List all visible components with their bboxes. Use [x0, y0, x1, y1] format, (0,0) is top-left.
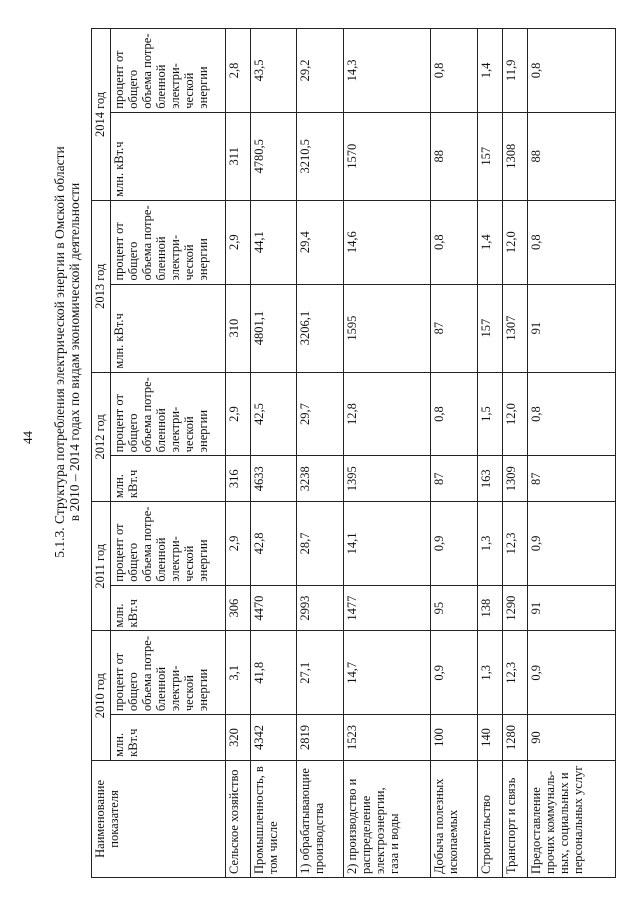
unit-mln-header: млн. кВт.ч: [111, 456, 226, 502]
year-header-row: [92, 29, 111, 878]
year-header: 2011 год: [92, 502, 111, 631]
cell-percent: 0,9: [528, 631, 616, 715]
cell-mln-kwh: 4801,1: [251, 284, 297, 372]
unit-mln-header: млн. кВт.ч: [111, 715, 226, 761]
cell-mln-kwh: 87: [431, 284, 477, 372]
cell-mln-kwh: 310: [226, 284, 251, 372]
cell-mln-kwh: 1307: [502, 284, 527, 372]
cell-mln-kwh: 320: [226, 715, 251, 761]
row-label: Транспорт и связь: [502, 760, 527, 877]
cell-mln-kwh: 1309: [502, 456, 527, 502]
heading-line-1: 5.1.3. Структура потребления электрической энергии в Омской области: [52, 146, 67, 558]
cell-mln-kwh: 1570: [343, 112, 431, 200]
cell-percent: 41,8: [251, 631, 297, 715]
cell-mln-kwh: 88: [528, 112, 616, 200]
cell-percent: 0,9: [431, 502, 477, 586]
cell-percent: 2,9: [226, 372, 251, 456]
cell-percent: 14,1: [343, 502, 431, 586]
cell-mln-kwh: 95: [431, 585, 477, 631]
table-row: [251, 29, 297, 878]
cell-mln-kwh: 1595: [343, 284, 431, 372]
unit-pct-header: процент от общего объема потре-бленной электри-ческой энергии: [111, 502, 226, 586]
cell-mln-kwh: 4633: [251, 456, 297, 502]
cell-percent: 14,6: [343, 200, 431, 284]
cell-percent: 0,8: [528, 200, 616, 284]
cell-percent: 12,0: [502, 372, 527, 456]
cell-percent: 0,8: [431, 29, 477, 113]
table-body: [226, 29, 616, 878]
cell-mln-kwh: 100: [431, 715, 477, 761]
cell-mln-kwh: 3210,5: [297, 112, 343, 200]
cell-percent: 28,7: [297, 502, 343, 586]
cell-percent: 0,8: [528, 372, 616, 456]
cell-percent: 0,8: [431, 372, 477, 456]
unit-mln-header: млн. кВт.ч: [111, 585, 226, 631]
unit-pct-header: процент от общего объема потре-бленной электри-ческой энергии: [111, 372, 226, 456]
cell-percent: 44,1: [251, 200, 297, 284]
cell-mln-kwh: 87: [528, 456, 616, 502]
cell-mln-kwh: 4780,5: [251, 112, 297, 200]
table-row: [477, 29, 502, 878]
row-label: Предоставление прочих коммуналь-ных, социальных и персональных услуг: [528, 760, 616, 877]
cell-percent: 43,5: [251, 29, 297, 113]
cell-percent: 42,8: [251, 502, 297, 586]
table-row: [431, 29, 477, 878]
cell-percent: 1,3: [477, 502, 502, 586]
cell-mln-kwh: 140: [477, 715, 502, 761]
cell-mln-kwh: 1523: [343, 715, 431, 761]
cell-mln-kwh: 1477: [343, 585, 431, 631]
consumption-table: [91, 28, 616, 878]
table-row: [297, 29, 343, 878]
year-header: 2012 год: [92, 372, 111, 501]
cell-percent: 11,9: [502, 29, 527, 113]
cell-mln-kwh: 1290: [502, 585, 527, 631]
cell-percent: 27,1: [297, 631, 343, 715]
name-column-header: Наименование показателя: [92, 760, 226, 877]
cell-percent: 0,9: [431, 631, 477, 715]
cell-percent: 12,3: [502, 631, 527, 715]
cell-mln-kwh: 2819: [297, 715, 343, 761]
page-number: 44: [20, 431, 35, 444]
cell-percent: 3,1: [226, 631, 251, 715]
table-row: [226, 29, 251, 878]
cell-mln-kwh: 4342: [251, 715, 297, 761]
table-row: [528, 29, 616, 878]
rotated-table-container: [91, 28, 616, 878]
heading-line-2: в 2010 – 2014 годах по видам экономической деятельности: [67, 182, 82, 522]
cell-percent: 0,8: [431, 200, 477, 284]
cell-mln-kwh: 87: [431, 456, 477, 502]
cell-mln-kwh: 88: [431, 112, 477, 200]
row-label: Добыча полезных ископаемых: [431, 760, 477, 877]
section-heading: [52, 92, 82, 612]
year-header: 2013 год: [92, 200, 111, 372]
cell-percent: 12,0: [502, 200, 527, 284]
row-label: Строительство: [477, 760, 502, 877]
cell-mln-kwh: 316: [226, 456, 251, 502]
cell-mln-kwh: 91: [528, 585, 616, 631]
cell-percent: 12,3: [502, 502, 527, 586]
cell-percent: 1,4: [477, 29, 502, 113]
cell-percent: 42,5: [251, 372, 297, 456]
cell-mln-kwh: 2993: [297, 585, 343, 631]
cell-mln-kwh: 157: [477, 284, 502, 372]
cell-percent: 14,7: [343, 631, 431, 715]
table-row: [343, 29, 431, 878]
unit-mln-header: млн. кВт.ч: [111, 284, 226, 372]
cell-mln-kwh: 3238: [297, 456, 343, 502]
cell-percent: 29,4: [297, 200, 343, 284]
cell-percent: 2,9: [226, 502, 251, 586]
cell-mln-kwh: 1280: [502, 715, 527, 761]
cell-percent: 1,4: [477, 200, 502, 284]
cell-mln-kwh: 311: [226, 112, 251, 200]
cell-percent: 1,3: [477, 631, 502, 715]
cell-mln-kwh: 91: [528, 284, 616, 372]
row-label: Промышленность, в том числе: [251, 760, 297, 877]
cell-percent: 0,9: [528, 502, 616, 586]
row-label: 2) производство и распределение электроэнергии, газа и воды: [343, 760, 431, 877]
cell-mln-kwh: 4470: [251, 585, 297, 631]
cell-percent: 29,2: [297, 29, 343, 113]
year-header: 2010 год: [92, 631, 111, 760]
cell-percent: 2,8: [226, 29, 251, 113]
unit-pct-header: процент от общего объема потре-бленной электри-ческой энергии: [111, 200, 226, 284]
cell-mln-kwh: 157: [477, 112, 502, 200]
cell-mln-kwh: 163: [477, 456, 502, 502]
unit-pct-header: процент от общего объема потре-бленной электри-ческой энергии: [111, 29, 226, 113]
cell-percent: 1,5: [477, 372, 502, 456]
cell-percent: 14,3: [343, 29, 431, 113]
row-label: 1) обрабатывающие производства: [297, 760, 343, 877]
unit-pct-header: процент от общего объема потре-бленной электри-ческой энергии: [111, 631, 226, 715]
cell-mln-kwh: 1395: [343, 456, 431, 502]
cell-percent: 2,9: [226, 200, 251, 284]
cell-mln-kwh: 90: [528, 715, 616, 761]
cell-mln-kwh: 138: [477, 585, 502, 631]
cell-mln-kwh: 306: [226, 585, 251, 631]
cell-percent: 12,8: [343, 372, 431, 456]
row-label: Сельское хозяйство: [226, 760, 251, 877]
cell-percent: 0,8: [528, 29, 616, 113]
table-row: [502, 29, 527, 878]
cell-percent: 29,7: [297, 372, 343, 456]
unit-mln-header: млн. кВт.ч: [111, 112, 226, 200]
year-header: 2014 год: [92, 29, 111, 201]
unit-header-row: [111, 29, 226, 878]
cell-mln-kwh: 1308: [502, 112, 527, 200]
cell-mln-kwh: 3206,1: [297, 284, 343, 372]
